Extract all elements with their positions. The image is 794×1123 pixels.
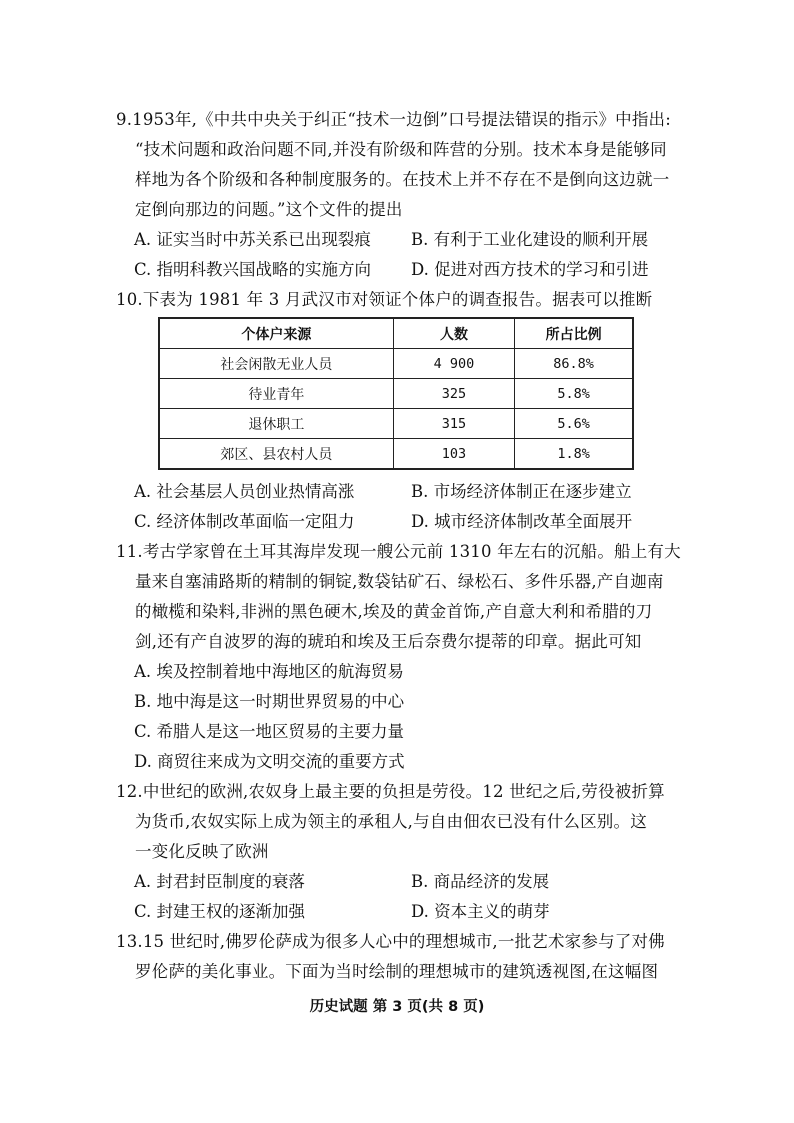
q12-option-a: A. 封君封臣制度的衰落 [134, 872, 305, 891]
q9-option-a: A. 证实当时中苏关系已出现裂痕 [134, 230, 371, 249]
table-row [159, 349, 633, 379]
table-cell-ratio: 86.8% [515, 349, 633, 379]
table-header-source: 个体户来源 [159, 318, 393, 349]
q9-option-d: D. 促进对西方技术的学习和引进 [411, 260, 649, 279]
table-row [159, 409, 633, 439]
q12-option-b: B. 商品经济的发展 [411, 872, 550, 891]
q11-stem-line-3: 的橄榄和染料,非洲的黑色硬木,埃及的黄金首饰,产自意大利和希腊的刀 [135, 602, 653, 621]
table-header-row [159, 318, 633, 349]
table-cell-source: 待业青年 [159, 379, 393, 409]
q13-stem-line-2: 罗伦萨的美化事业。下面为当时绘制的理想城市的建筑透视图,在这幅图 [135, 962, 659, 981]
survey-table [158, 317, 634, 470]
table-header-ratio: 所占比例 [515, 318, 633, 349]
q9-stem-line-2: “技术问题和政治问题不同,并没有阶级和阵营的分别。技术本身是能够同 [135, 140, 667, 159]
q11-option-d: D. 商贸往来成为文明交流的重要方式 [134, 752, 405, 771]
table-row [159, 379, 633, 409]
q13-stem-line-1: 13.15 世纪时,佛罗伦萨成为很多人心中的理想城市,一批艺术家参与了对佛 [116, 932, 665, 951]
q10-option-c: C. 经济体制改革面临一定阻力 [134, 512, 355, 531]
q12-stem-line-3: 一变化反映了欧洲 [135, 842, 269, 861]
table-row [159, 439, 633, 470]
table-cell-ratio: 5.6% [515, 409, 633, 439]
q11-option-c: C. 希腊人是这一地区贸易的主要力量 [134, 722, 405, 741]
q12-stem-line-1: 12.中世纪的欧洲,农奴身上最主要的负担是劳役。12 世纪之后,劳役被折算 [116, 782, 665, 801]
table-cell-ratio: 1.8% [515, 439, 633, 470]
q12-option-c: C. 封建王权的逐渐加强 [134, 902, 306, 921]
q9-stem-line-1: 9.1953年,《中共中央关于纠正“技术一边倒”口号提法错误的指示》中指出: [116, 110, 672, 129]
table-header-count: 人数 [393, 318, 514, 349]
table-cell-source: 退休职工 [159, 409, 393, 439]
q9-stem-line-4: 定倒向那边的问题。”这个文件的提出 [135, 200, 403, 219]
q11-option-a: A. 埃及控制着地中海地区的航海贸易 [134, 662, 404, 681]
q9-option-b: B. 有利于工业化建设的顺利开展 [411, 230, 649, 249]
page-footer: 历史试题 第 3 页(共 8 页) [309, 999, 485, 1015]
q9-stem-line-3: 样地为各个阶级和各种制度服务的。在技术上并不存在不是倒向这边就一 [135, 170, 670, 189]
q11-stem-line-2: 量来自塞浦路斯的精制的铜锭,数袋钴矿石、绿松石、多件乐器,产自迦南 [135, 572, 664, 591]
table-cell-ratio: 5.8% [515, 379, 633, 409]
q9-option-c: C. 指明科教兴国战略的实施方向 [134, 260, 372, 279]
q11-stem-line-1: 11.考古学家曾在土耳其海岸发现一艘公元前 1310 年左右的沉船。船上有大 [116, 542, 681, 561]
q10-option-b: B. 市场经济体制正在逐步建立 [411, 482, 632, 501]
q12-stem-line-2: 为货币,农奴实际上成为领主的承租人,与自由佃农已没有什么区别。这 [135, 812, 647, 831]
table-cell-count: 315 [393, 409, 514, 439]
table-cell-count: 4 900 [393, 349, 514, 379]
q12-option-d: D. 资本主义的萌芽 [411, 902, 550, 921]
q10-option-d: D. 城市经济体制改革全面展开 [411, 512, 633, 531]
table-cell-count: 103 [393, 439, 514, 470]
q11-option-b: B. 地中海是这一时期世界贸易的中心 [134, 692, 405, 711]
q11-stem-line-4: 剑,还有产自波罗的海的琥珀和埃及王后奈费尔提蒂的印章。据此可知 [135, 632, 642, 651]
table-cell-source: 社会闲散无业人员 [159, 349, 393, 379]
q10-option-a: A. 社会基层人员创业热情高涨 [134, 482, 355, 501]
q10-stem: 10.下表为 1981 年 3 月武汉市对领证个体户的调查报告。据表可以推断 [116, 290, 653, 309]
table-cell-source: 郊区、县农村人员 [159, 439, 393, 470]
table-cell-count: 325 [393, 379, 514, 409]
